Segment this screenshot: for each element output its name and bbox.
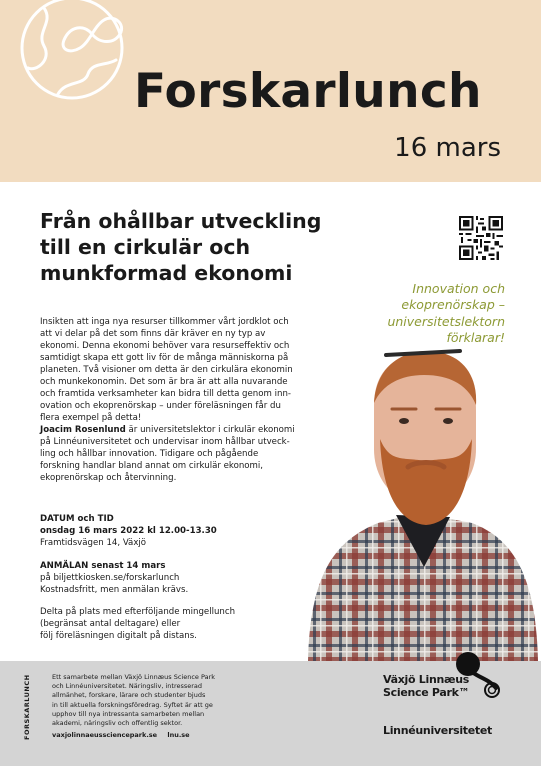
speaker-line: på Linnéuniversitetet och undervisar inom hållbar utveck- [40, 437, 290, 448]
speaker-name: Joacim Rosenlund [40, 425, 126, 435]
lnu-link[interactable]: lnu.se [167, 731, 190, 739]
footer-line: akademi, näringsliv och offentlig sektor. [52, 719, 183, 728]
footer-links [52, 731, 190, 739]
speaker-paragraph [40, 424, 320, 484]
trademark-sign: ™ [458, 685, 470, 699]
science-park-name-line: Växjö Linnæus [383, 673, 470, 686]
registration-details [40, 560, 320, 596]
attendance-line: Delta på plats med efterföljande mingellunch [40, 607, 236, 617]
intro-line: ovation och ekoprenörskap – under föreläsningen får du [40, 401, 281, 412]
lecture-headline [40, 208, 360, 287]
globe-infinity-icon [14, 0, 136, 112]
intro-line: samtidigt skapa ett gott liv för de många människorna på [40, 353, 289, 364]
attendance-info [40, 606, 320, 642]
footer-line: in till aktuella forskningsföredrag. Syftet är att ge [52, 700, 213, 709]
science-park-link[interactable]: vaxjolinnaeussciencepark.se [52, 731, 158, 739]
footer-line: och Linnéuniversitetet. Näringsliv, intresserad [52, 682, 203, 691]
intro-paragraph [40, 316, 320, 424]
science-park-name-part: Science Park [383, 685, 459, 699]
speaker-line: ekoprenörskap och återvinning. [40, 473, 177, 484]
intro-line: att vi delar på det som finns där kräver en ny typ av [40, 329, 266, 340]
intro-line: och munkekonomin. Det som är bra är att alla nuvarande [40, 377, 288, 388]
details-when: onsdag 16 mars 2022 kl 12.00-13.30 [40, 526, 217, 537]
footer-line: allmänhet, forskare, lärare och studenter bjuds [52, 691, 206, 700]
event-details [40, 513, 320, 549]
science-park-logo-text [383, 674, 469, 699]
details-where: Framtidsvägen 14, Växjö [40, 538, 147, 549]
footer-line: Ett samarbete mellan Växjö Linnæus Science Park [52, 673, 216, 681]
footer-line: upphov till nya intressanta samarbeten mellan [52, 709, 205, 718]
qr-code[interactable] [459, 216, 503, 260]
science-park-name-line [383, 687, 469, 700]
intro-line: och framtida verksamheter kan bidra till detta genom inn- [40, 389, 291, 400]
headline-line: till en cirkulär och [40, 235, 251, 260]
registration-heading: ANMÄLAN senast 14 mars [40, 561, 166, 571]
header-band [0, 0, 541, 182]
tagline-line: Innovation och [412, 281, 505, 296]
intro-line: flera exempel på detta! [40, 413, 142, 424]
registration-cost: Kostnadsfritt, men anmälan krävs. [40, 585, 189, 596]
attendance-line: (begränsat antal deltagare) eller [40, 619, 181, 630]
event-title: Forskarlunch [134, 64, 482, 119]
university-logo-text: Linnéuniversitetet [383, 724, 493, 737]
intro-line: Insikten att inga nya resurser tillkommer vårt jordklot och [40, 317, 289, 327]
tagline-line: ekoprenörskap – [401, 297, 505, 313]
speaker-line: forskning handlar bland annat om cirkulär ekonomi, [40, 461, 264, 472]
footer-description [52, 673, 312, 728]
speaker-line: ling och hållbar innovation. Tidigare och pågående [40, 449, 259, 460]
registration-link[interactable]: på biljettkiosken.se/forskarlunch [40, 573, 180, 584]
headline-line: Från ohållbar utveckling [40, 209, 322, 233]
tagline-line: universitetslektorn [387, 313, 505, 329]
event-date: 16 mars [394, 133, 501, 163]
details-heading: DATUM och TID [40, 514, 114, 524]
intro-line: ekonomi. Denna ekonomi behöver vara resurseffektiv och [40, 341, 290, 352]
speaker-line [40, 424, 320, 436]
speaker-line-rest: är universitetslektor i cirkulär ekonomi [125, 425, 295, 435]
speaker-portrait [300, 345, 541, 661]
headline-line: munkformad ekonomi [40, 261, 293, 286]
tagline [335, 281, 505, 346]
attendance-line: följ föreläsningen digitalt på distans. [40, 631, 197, 642]
footer-series-label: FORSKARLUNCH [23, 674, 31, 740]
tagline-line: förklarar! [446, 329, 505, 345]
intro-line: planeten. Två visioner om detta är den cirkulära ekonomin [40, 365, 293, 376]
